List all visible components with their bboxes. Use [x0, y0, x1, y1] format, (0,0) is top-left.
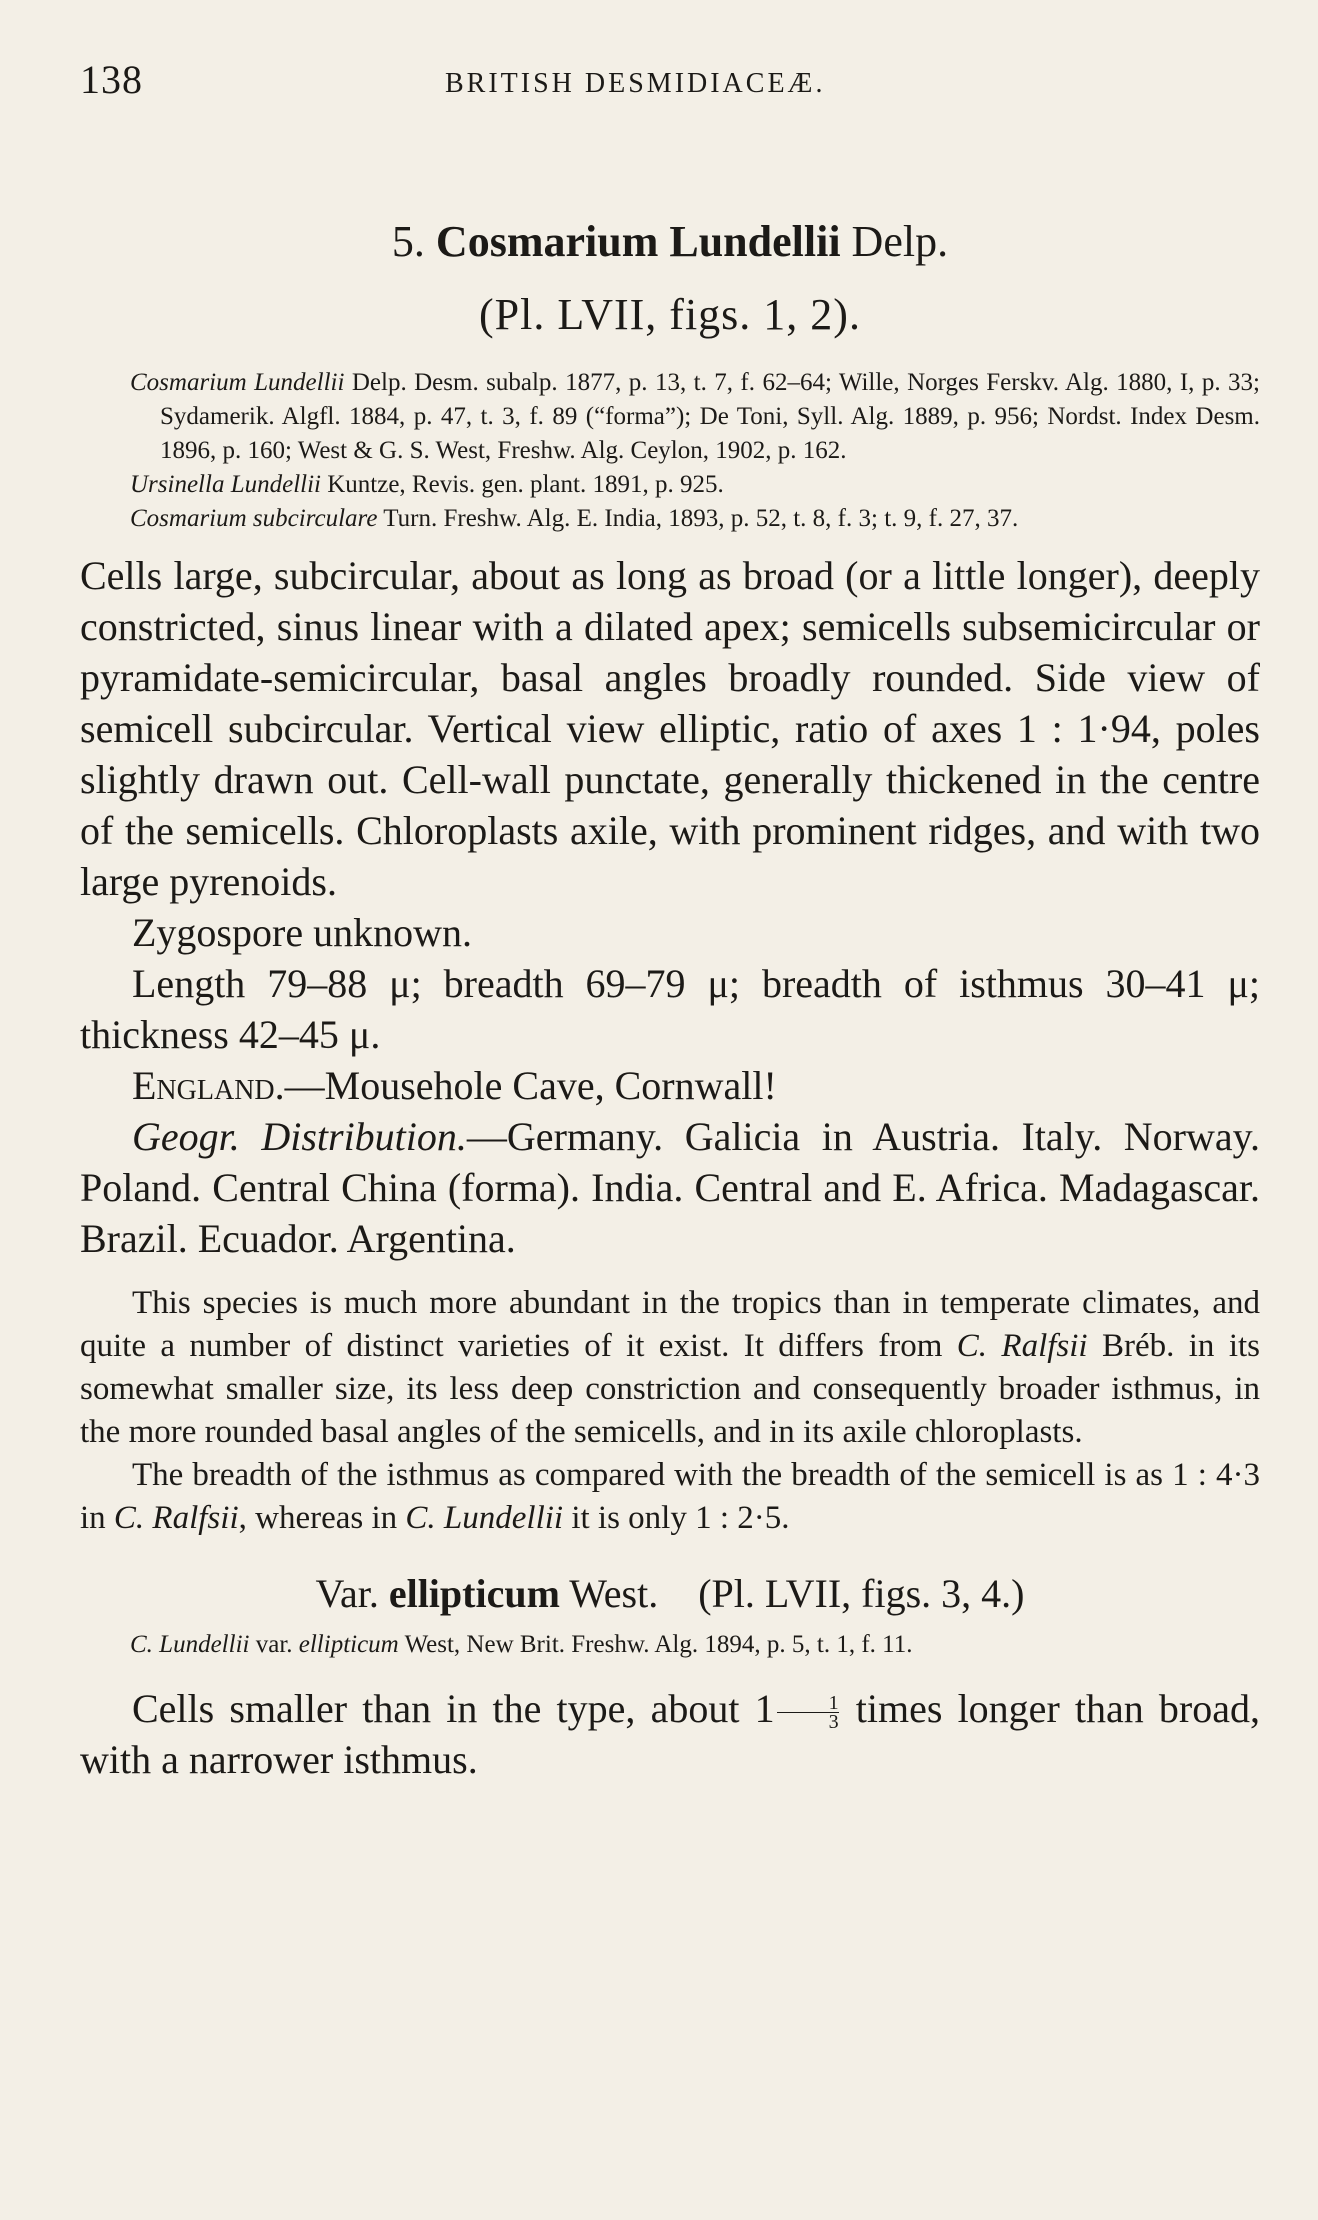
note-paragraph	[80, 1282, 1260, 1454]
note-text: Bréb. in its somewhat smaller size, its less deep constriction and consequently broader isthmus, in the more rounded basal angles of the semicells, and in its axile chloroplasts.	[80, 1327, 1261, 1450]
variety-prefix: Var.	[315, 1570, 379, 1616]
measurements: Length 79–88 μ; breadth 69–79 μ; breadth of isthmus 30–41 μ; thickness 42–45 μ.	[80, 960, 1260, 1057]
england-text: .—Mousehole Cave, Cornwall!	[274, 1062, 777, 1108]
fraction-numerator: 1	[777, 1694, 839, 1713]
variety-title	[80, 1570, 1260, 1617]
variety-author: West.	[569, 1570, 659, 1616]
taxon-name: C. Ralfsii	[113, 1499, 239, 1536]
variety-plate-reference: (Pl. LVII, figs. 3, 4.)	[698, 1570, 1025, 1616]
note-text: The breadth of the isthmus as compared with the breadth of the semicell is as 1 : 4·3 in	[80, 1456, 1260, 1536]
note-paragraph	[80, 1454, 1260, 1540]
synonym-name: C. Lundellii	[130, 1630, 250, 1658]
page-header	[80, 56, 1260, 116]
page-number: 138	[80, 57, 143, 102]
species-description	[80, 550, 1260, 1264]
fraction-denominator: 3	[828, 1711, 839, 1734]
zygospore-note: Zygospore unknown.	[132, 909, 472, 955]
description-text: times longer than broad, with a narrower isthmus.	[80, 1685, 1261, 1782]
fraction	[777, 1692, 839, 1734]
synonym-entry	[130, 468, 1260, 502]
geographic-distribution	[80, 1111, 1260, 1264]
variety-description-paragraph	[80, 1683, 1260, 1785]
variety-description	[80, 1683, 1260, 1785]
variety-name: ellipticum	[388, 1570, 560, 1616]
synonymy-list	[130, 366, 1260, 536]
synonym-name: Cosmarium subcirculare	[130, 504, 378, 532]
description-paragraph: Cells large, subcircular, about as long as broad (or a little longer), deeply constricted, sinus linear with a dilated apex; semicells subsemicircular or pyramidate-semicircular, basal angles broadly rounded. Side view of semicell subcircular. Vertical view elliptic, ratio of axes 1 : 1·94, poles slightly drawn out. Cell-wall punctate, generally thickened in the centre of the semicells. Chloroplasts axile, with prominent ridges, and with two large pyrenoids.	[80, 552, 1260, 904]
synonym-name: Ursinella Lundellii	[130, 470, 321, 498]
note-text: This species is much more abundant in the tropics than in temperate climates, and quite a number of distinct varieties of it exist. It differs from	[80, 1284, 1260, 1364]
synonym-epithet: ellipticum	[298, 1630, 399, 1658]
synonym-citation: Delp. Desm. subalp. 1877, p. 13, t. 7, f. 62–64; Wille, Norges Ferskv. Alg. 1880, I, p. 33; Sydamerik. Algfl. 1884, p. 47, t. 3, f. 89 (“forma”); De Toni, Syll. Alg. 1889, p. 956; Nordst. Index Desm. 1896, p. 160; West & G. S. West, Freshw. Alg. Ceylon, 1902, p. 162.	[160, 368, 1260, 464]
running-head: BRITISH DESMIDIACEÆ.	[445, 68, 826, 99]
synonym-citation: West, New Brit. Freshw. Alg. 1894, p. 5, t. 1, f. 11.	[404, 1630, 913, 1658]
species-number: 5.	[391, 217, 425, 266]
species-name: Cosmarium Lundellii	[435, 217, 841, 266]
distribution-text: —Germany. Galicia in Austria. Italy. Norway. Poland. Central China (forma). India. Central and E. Africa. Madagascar. Brazil. Ecuador. Argentina.	[80, 1113, 1261, 1261]
book-page	[80, 56, 1260, 1785]
synonym-entry	[130, 502, 1260, 536]
distribution-label: Geogr. Distribution.	[132, 1113, 467, 1159]
species-notes	[80, 1282, 1260, 1540]
synonym-var-label: var.	[255, 1630, 293, 1658]
note-text: it is only 1 : 2·5.	[563, 1499, 790, 1536]
england-label: England	[132, 1062, 275, 1108]
taxon-name: C. Ralfsii	[956, 1327, 1088, 1364]
description-text: Cells smaller than in the type, about 1	[132, 1685, 775, 1731]
synonym-citation: Kuntze, Revis. gen. plant. 1891, p. 925.	[327, 470, 724, 498]
synonym-name: Cosmarium Lundellii	[130, 368, 345, 396]
species-plate-reference: (Pl. LVII, figs. 1, 2).	[479, 289, 861, 339]
england-locality	[80, 1060, 1260, 1111]
species-title	[80, 216, 1260, 269]
species-author: Delp.	[851, 217, 949, 266]
variety-synonym	[130, 1629, 1260, 1661]
taxon-name: C. Lundellii	[405, 1499, 564, 1536]
note-text: , whereas in	[238, 1499, 406, 1536]
synonym-entry	[130, 366, 1260, 468]
synonym-citation: Turn. Freshw. Alg. E. India, 1893, p. 52, t. 8, f. 3; t. 9, f. 27, 37.	[383, 504, 1019, 532]
